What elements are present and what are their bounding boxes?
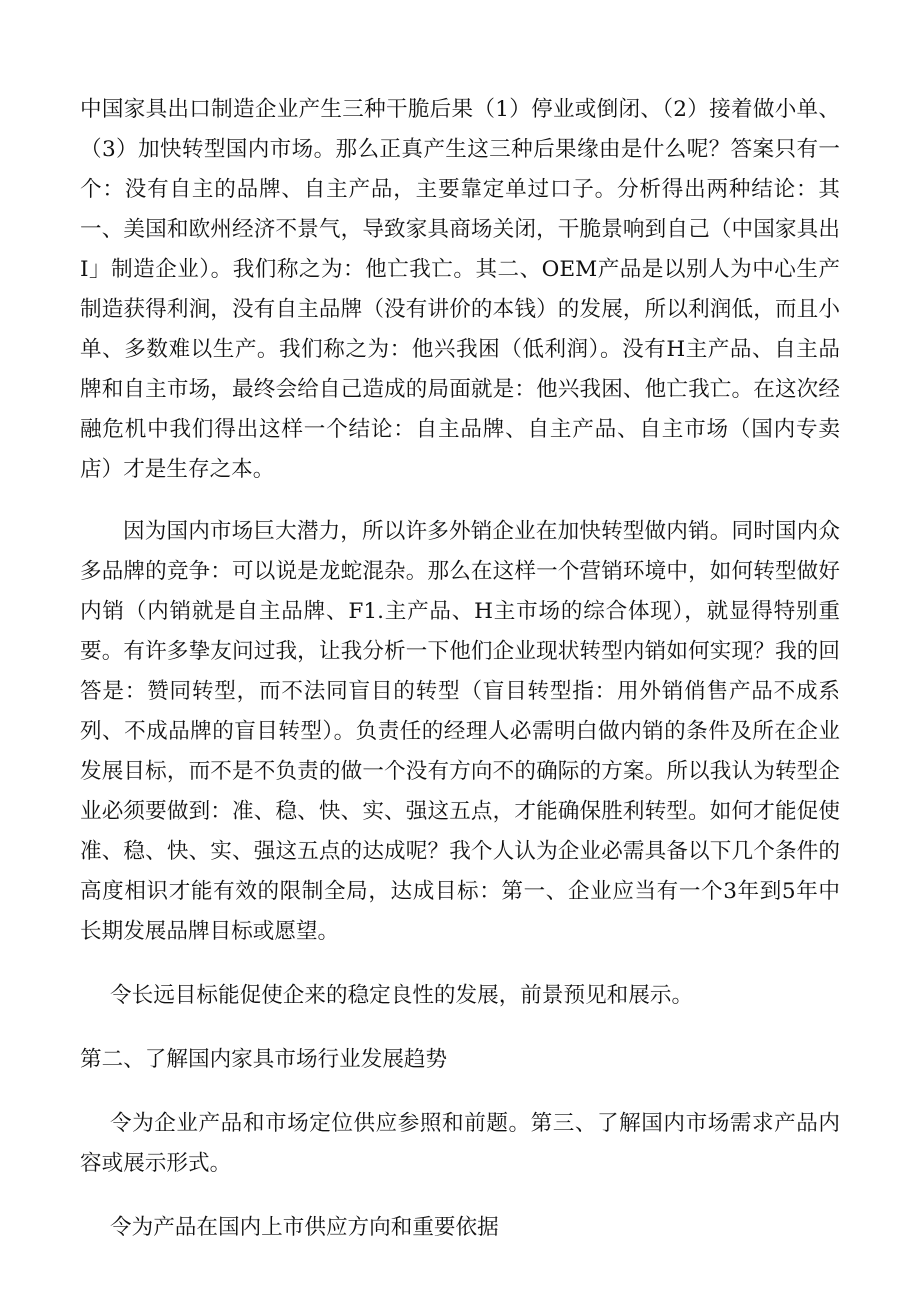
paragraph-2: 因为国内市场巨大潜力，所以许多外销企业在加快转型做内销。同时国内众多品牌的竞争：可以说是龙蛇混杂。那么在这样一个营销环境中，如何转型做好内销（内销就是自主品牌、F1.主产品、H主市场的综合体现），就显得特别重要。有许多挚友问过我，让我分析一下他们企业现状转型内销如何实现？我的回答是：赞同转型，而不法同盲目的转型（盲目转型指：用外销俏售产品不成系列、不成品牌的盲目转型）。负责任的经理人必需明白做内销的条件及所在企业发展目标，而不是不负责的做一个没有方向不的确际的方案。所以我认为转型企业必须要做到：准、稳、快、实、强这五点，才能确保胜利转型。如何才能促使准、稳、快、实、强这五点的达成呢？我个人认为企业必需具备以下几个条件的高度相识才能有效的限制全局，达成目标：第一、企业应当有一个3年到5年中长期发展品牌目标或愿望。 (80, 519, 840, 944)
paragraph-3: 令长远目标能促使企来的稳定良性的发展，前景预见和展示。 (110, 983, 694, 1008)
paragraph-5: 令为产品在国内上市供应方向和重要依据 (110, 1215, 499, 1240)
paragraph-1: 中国家具出口制造企业产生三种干脆后果（1）停业或倒闭、（2）接着做小单、（3）加快转型国内市场。那么正真产生这三种后果缘由是什么呢？答案只有一个：没有自主的品牌、自主产品，主要靠定单过口子。分析得出两种结论：其一、美国和欧州经济不景气，导致家具商场关闭，干脆景响到自己（中国家具出I」制造企业）。我们称之为：他亡我亡。其二、OEM产品是以别人为中心生产制造获得利涧，没有自主品牌（没有讲价的本钱）的发展，所以利润低，而且小单、多数难以生产。我们称之为：他兴我困（低利润）。没有H主产品、自主品牌和自主市场，最终会给自己造成的局面就是：他兴我困、他亡我亡。在这次经融危机中我们得出这样一个结论：自主品牌、自主产品、自主市场（国内专卖店）才是生存之本。 (80, 97, 840, 482)
paragraph-4: 令为企业产品和市场定位供应参照和前题。第三、了解国内市场需求产品内容或展示形式。 (80, 1111, 840, 1176)
section-heading-2: 第二、了解国内家具市场行业发展趋势 (80, 1047, 448, 1072)
